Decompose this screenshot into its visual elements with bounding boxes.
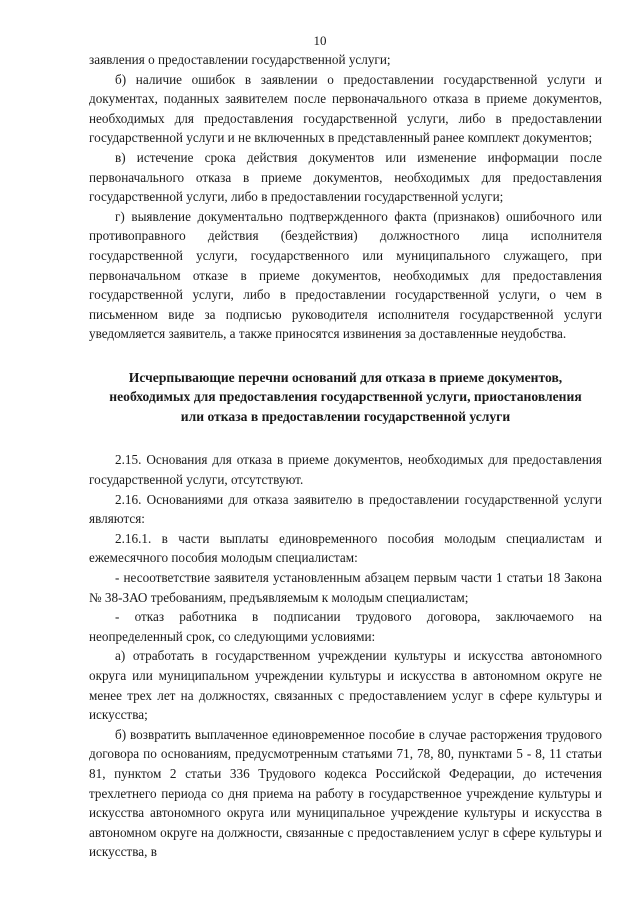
- paragraph: заявления о предоставлении государственной услуги;: [89, 52, 391, 67]
- paragraph: а) отработать в государственном учреждении культуры и искусства автономного округа или муниципальном учреждении культуры и искусства в автономном округе не менее трех лет на должностях, связанных с предоставлением услуг в сфере культуры и искусства;: [89, 648, 602, 723]
- paragraph: 2.16.1. в части выплаты единовременного пособия молодым специалистам и ежемесячного пособия молодым специалистам:: [89, 530, 602, 566]
- section-heading: Исчерпывающие перечни оснований для отказа в приеме документов, необходимых для предоставления государственной услуги, приостановления или отказа в предоставлении государственной услуги: [109, 369, 582, 424]
- paragraph: б) возвратить выплаченное единовременное пособие в случае расторжения трудового договора по основаниям, предусмотренным статьями 71, 78, 80, пунктами 5 - 8, 11 статьи 81, пунктом 2 статьи 336 Трудового кодекса Российской Федерации, до истечения трехлетнего периода со дня приема на работу в государственное учреждение культуры и искусства автономного округа или муниципальное учреждение культуры и искусства в автономном округе на должности, связанные с предоставлением услуг в сфере культуры и искусства, в: [89, 726, 602, 860]
- paragraph: - несоответствие заявителя установленным абзацем первым части 1 статьи 18 Закона № 38-ЗАО требованиям, предъявляемым к молодым специалистам;: [89, 569, 602, 605]
- paragraph: 2.15. Основания для отказа в приеме документов, необходимых для предоставления государственной услуги, отсутствуют.: [89, 452, 602, 487]
- paragraph: - отказ работника в подписании трудового договора, заключаемого на неопределенный срок, со следующими условиями:: [89, 609, 602, 644]
- page-number: 10: [313, 33, 327, 48]
- paragraph: в) истечение срока действия документов или изменение информации после первоначального отказа в приеме документов, необходимых для предоставления государственной услуги, либо в предоставлении государственной услуги;: [89, 149, 602, 205]
- document-body: [89, 50, 602, 862]
- paragraph: 2.16. Основаниями для отказа заявителю в предоставлении государственной услуги являются:: [89, 491, 602, 527]
- paragraph: г) выявление документально подтвержденного факта (признаков) ошибочного или противоправного действия (бездействия) должностного лица исполнителя государственной услуги, государственного или муниципального служащего, при первоначальном отказе в приеме документов, необходимых для предоставления государственной услуги, либо в предоставлении государственной услуги, о чем в письменном виде за подписью руководителя исполнителя государственной услуги уведомляется заявитель, а также приносятся извинения за доставленные неудобства.: [89, 208, 602, 342]
- paragraph: б) наличие ошибок в заявлении о предоставлении государственной услуги и документах, поданных заявителем после первоначального отказа в приеме документов, необходимых для предоставления государственной услуги, либо в предоставлении государственной услуги и не включенных в представленный ранее комплект документов;: [89, 71, 602, 146]
